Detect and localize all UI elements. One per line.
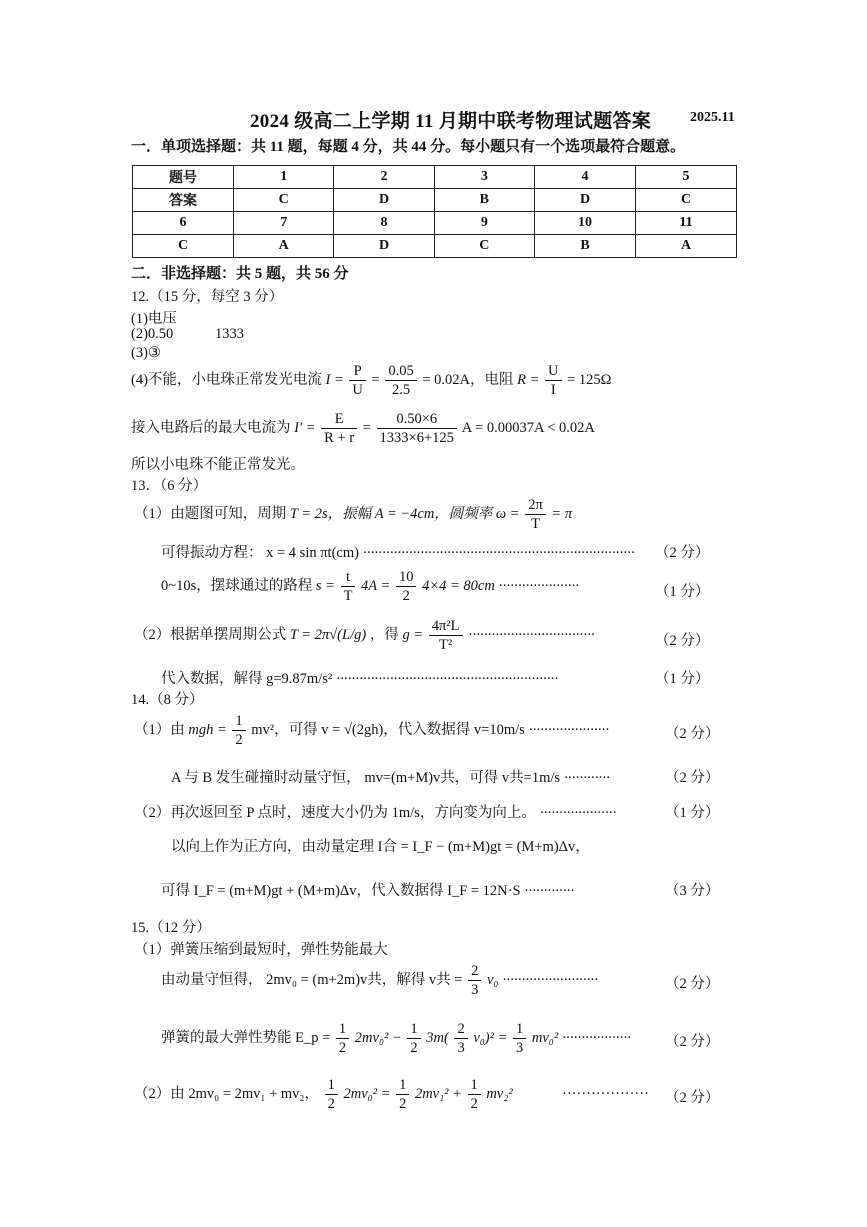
table-cell: 3 [434,166,534,189]
formula-text: = 0.02A，电阻 [422,371,514,388]
q15-heading: 15.（12 分） [131,920,211,936]
table-cell: B [434,189,534,212]
table-cell: D [334,235,434,258]
fraction-numerator: 1 [513,1020,526,1039]
fraction-denominator: I [550,382,556,398]
q15-line1: （1）弹簧压缩到最短时，弹性势能最大 [134,942,388,958]
fraction-numerator: 0.05 [385,362,416,381]
leader-dots: ·················· [562,1086,649,1102]
table-cell: 9 [434,212,534,235]
q12-part5: 接入电路后的最大电流为 I′ = $\frac{E}{R + r}$ = $\frac{0.50\times 6}{1333\times 6+125}$ A = 0.00037A < 0.02A [131,411,595,446]
leader-dots: ············· [524,883,574,899]
score-label: （2 分） [665,770,720,786]
answer-table [132,165,737,258]
q12-part2-b: 1333 [215,326,244,342]
q13-heading: 13．（6 分） [131,478,208,494]
table-row [133,212,737,235]
q12-part4-prefix: (4)不能，小电珠正常发光电流 [131,371,322,388]
q13-line5-text: 代入数据，解得 g=9.87m/s² [161,671,333,687]
table-row [133,166,737,189]
fraction-denominator: 3 [471,982,479,998]
q14-line5-text: 可得 I_F = (m+M)gt + (M+m)Δv，代入数据得 I_F = 12N·S [161,883,521,899]
q13-line3-prefix: 0~10s，摆球通过的路程 [161,577,313,594]
table-cell: A [234,235,334,258]
formula-text: mv₂² [486,1085,513,1102]
q13-line1 [134,496,572,533]
table-cell: D [334,189,434,212]
fraction [407,1020,420,1057]
leader-dots: ································· [468,626,595,643]
table-row [133,235,737,258]
fraction [325,1076,338,1113]
table-cell: 1 [234,166,334,189]
q12-part1: (1)电压 [131,311,177,327]
q14-line2 [171,766,610,787]
fraction-denominator: 2 [402,588,410,604]
table-cell: 10 [535,212,636,235]
fraction-denominator: 2 [399,1096,407,1112]
fraction-denominator: T [531,516,540,532]
score-label: （1 分） [665,805,720,821]
formula-text: s = [315,577,335,594]
table-cell: C [434,235,534,258]
q13-line2-text: 可得振动方程： x = 4 sin πt(cm) [161,545,359,561]
formula-text: g = [402,626,424,643]
fraction-numerator: 4π²L [429,617,463,636]
formula-text: 3m( [426,1029,449,1046]
q12-conclusion: 所以小电珠不能正常发光。 [131,457,305,473]
table-cell: A [636,235,737,258]
q13-line1-prefix: （1）由题图可知，周期 [134,505,287,522]
table-cell: 5 [636,166,737,189]
q15-line4-prefix: （2）由 2mv₀ = 2mv₁ + mv₂， [134,1085,319,1102]
section2-heading: 二．非选择题：共 5 题，共 56 分 [131,266,349,282]
q12-part3: (3)③ [131,345,161,361]
table-cell: C [636,189,737,212]
q15-line2 [161,962,598,999]
fraction [468,962,481,999]
fraction-denominator: 2 [470,1096,478,1112]
q13-line3 [161,568,579,605]
fraction-numerator: 2π [525,496,546,515]
formula-text: T = 2π√(L/g) [289,626,367,643]
fraction [232,712,245,749]
q13-line4-prefix: （2）根据单摆周期公式 [134,626,287,643]
score-label: （2 分） [655,545,710,561]
fraction-denominator: U [352,382,363,398]
fraction-numerator: 10 [396,568,417,587]
fraction-denominator: 2 [410,1040,418,1056]
score-label: （1 分） [655,671,710,687]
fraction-numerator: 1 [336,1020,349,1039]
formula-text: v₀ [486,971,499,988]
table-cell: 2 [334,166,434,189]
fraction-numerator: P [349,362,365,381]
fraction-numerator: 1 [232,712,245,731]
formula-text: = 125Ω [567,371,612,388]
q14-line5 [161,879,574,900]
fraction-numerator: 1 [325,1076,338,1095]
fraction [321,410,357,447]
table-cell: C [234,189,334,212]
q13-line5 [161,667,558,688]
fraction-numerator: 2 [468,962,481,981]
page-title: 2024 级高二上学期 11 月期中联考物理试题答案 [250,111,652,132]
fraction-numerator: 1 [407,1020,420,1039]
fraction-denominator: T² [439,637,453,653]
table-cell: 11 [636,212,737,235]
fraction [468,1076,481,1113]
q12-part2-a: (2)0.50 [131,326,174,342]
table-cell: 7 [234,212,334,235]
score-label: （3 分） [665,883,720,899]
q14-line3 [134,801,616,822]
q12-part5-prefix: 接入电路后的最大电流为 [131,419,291,436]
formula-text: 2mv₀² − [354,1029,402,1046]
formula-text: T = 2s，振幅 A = −4cm，圆频率 ω = [289,505,520,522]
leader-dots: ·················· [561,1029,631,1046]
formula-text: = π [551,505,573,522]
q15-line3 [161,1020,631,1057]
score-label: （2 分） [665,1090,720,1106]
q14-line4: 以向上作为正方向，由动量定理 I合 = I_F − (m+M)gt = (M+m)Δv， [171,839,590,855]
q14-line2-text: A 与 B 发生碰撞时动量守恒， mv=(m+M)v共，可得 v共=1m/s [171,770,561,786]
fraction-denominator: 3 [516,1040,524,1056]
q15-line3-prefix: 弹簧的最大弹性势能 E_p = [161,1029,331,1046]
leader-dots: ······································································· [362,545,635,561]
fraction [385,362,416,399]
fraction-denominator: R + r [324,430,355,446]
fraction-numerator: 0.50×6 [377,410,457,429]
score-label: （1 分） [655,584,710,600]
formula-text: mv²，可得 v = √(2gh)，代入数据得 v=10m/s [251,721,525,738]
q12-heading: 12.（15 分，每空 3 分） [131,289,284,305]
q14-line3-text: （2）再次返回至 P 点时，速度大小仍为 1m/s，方向变为向上。 [134,805,536,821]
q14-line1-prefix: （1）由 [134,721,185,738]
fraction [336,1020,349,1057]
leader-dots: ·························································· [335,671,558,687]
fraction-numerator: t [341,568,356,587]
fraction-numerator: 2 [454,1020,467,1039]
fraction [396,568,417,605]
leader-dots: ····················· [498,577,579,594]
formula-text: 4A = [361,577,391,594]
fraction-numerator: E [321,410,357,429]
table-cell: B [535,235,636,258]
fraction [454,1020,467,1057]
leader-dots: ····················· [528,721,609,738]
fraction-denominator: 2 [338,1040,347,1056]
table-cell: 答案 [133,189,234,212]
fraction-numerator: U [545,362,561,381]
table-cell: 6 [133,212,234,235]
fraction-numerator: 1 [468,1076,481,1095]
table-cell: 8 [334,212,434,235]
fraction [525,496,546,533]
exam-date: 2025.11 [690,110,735,125]
leader-dots: ···················· [539,805,617,821]
formula-text: mgh = [188,721,227,738]
formula-text: mv₀² [531,1029,559,1046]
q12-part4: (4)不能，小电珠正常发光电流 I = $\frac{P}{U}$ = $\frac{0.05}{2.5}$ = 0.02A，电阻 R = $\frac{U}{I}$ = 125Ω [131,363,612,398]
fraction [396,1076,409,1113]
formula-text: ，得 [369,626,399,643]
table-cell: D [535,189,636,212]
section1-heading: 一．单项选择题：共 11 题，每题 4 分，共 44 分。每小题只有一个选项最符合题意。 [131,139,686,155]
formula-text: I = [325,371,344,388]
formula-text: R = [517,371,540,388]
fraction-numerator: 1 [396,1076,409,1095]
leader-dots: ························· [502,971,598,988]
fraction-denominator: T [343,588,353,604]
fraction-denominator: 1333×6+125 [379,430,454,446]
score-label: （2 分） [665,1034,720,1050]
fraction-denominator: 2 [327,1096,335,1112]
formula-text: I′ = [294,419,316,436]
q15-line4 [134,1076,513,1113]
formula-text: 2mv₁² + [414,1085,462,1102]
formula-text: A = 0.00037A < 0.02A [461,419,595,436]
score-label: （2 分） [655,633,710,649]
formula-text: 2mv₀² = [343,1085,391,1102]
table-cell: 4 [535,166,636,189]
fraction [513,1020,526,1057]
fraction-denominator: 2.5 [391,382,411,398]
fraction-denominator: 3 [457,1040,465,1056]
fraction-denominator: 2 [235,732,243,748]
q13-line4 [134,617,595,654]
table-cell: 题号 [133,166,234,189]
q14-line1 [134,712,609,749]
fraction [341,568,356,605]
leader-dots: ············ [563,770,610,786]
formula-text: 4×4 = 80cm [422,577,495,594]
score-label: （2 分） [665,726,720,742]
q14-heading: 14.（8 分） [131,692,204,708]
fraction [545,362,561,399]
q15-line2-prefix: 由动量守恒得， 2mv₀ = (m+2m)v共，解得 v共 = [161,971,463,988]
table-row [133,189,737,212]
q13-line2 [161,541,634,562]
formula-text: v₀)² = [473,1029,508,1046]
fraction [349,362,365,399]
fraction [429,617,463,654]
score-label: （2 分） [665,976,720,992]
fraction [377,410,457,447]
table-cell: C [133,235,234,258]
